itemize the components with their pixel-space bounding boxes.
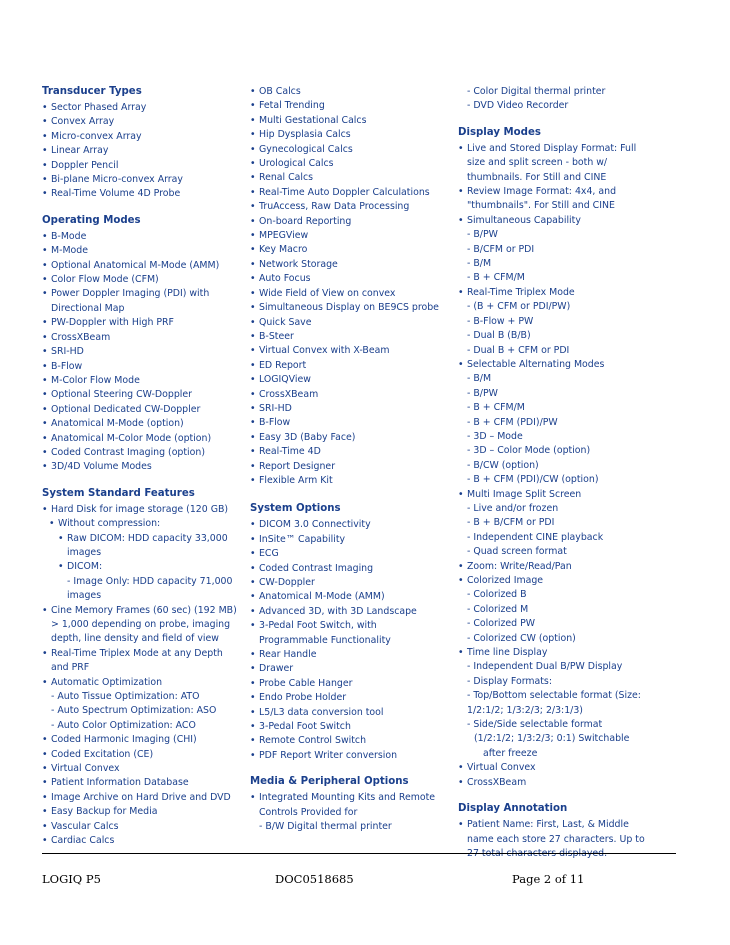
continuation-line: - Side/Side selectable format [467,719,603,731]
bullet-item: • Selectable Alternating Modes [458,358,688,372]
bullet-item: • Advanced 3D, with 3D Landscape [250,605,455,619]
bullet-item: • 3D/4D Volume Modes [42,460,247,474]
bullet-item: • B-Steer [250,330,455,344]
bullet-item: • Anatomical M-Color Mode (option) [42,432,247,446]
continuation-line: - B + CFM/M [467,402,525,414]
section-title: System Standard Features [42,487,195,499]
continuation-line: - B/CFM or PDI [467,243,535,255]
bullet-item: • CrossXBeam [42,331,247,345]
bullet-item: • Automatic Optimization [42,676,247,690]
column-right [458,85,688,861]
bullet-item: • Cine Memory Frames (60 sec) (192 MB) [42,604,247,618]
continuation-line: - B + CFM (PDI)/CW (option) [467,474,599,486]
bullet-item: • Sector Phased Array [42,101,247,115]
bullet-item: • Real-Time Triplex Mode [458,286,688,300]
continuation-line: - DVD Video Recorder [467,100,569,112]
bullet-item: • Simultaneous Display on BE9CS probe [250,301,455,315]
bullet-item: • Without compression: [49,517,247,531]
continuation-line: - Colorized B [467,589,527,601]
bullet-item: • On-board Reporting [250,215,455,229]
bullet-item: • Hip Dysplasia Calcs [250,128,455,142]
section [42,214,247,475]
bullet-item: • Power Doppler Imaging (PDI) with [42,287,247,301]
bullet-item: • Anatomical M-Mode (option) [42,417,247,431]
continuation-line: - B/PW [467,229,498,241]
bullet-item: • Anatomical M-Mode (AMM) [250,590,455,604]
bullet-item: • Coded Harmonic Imaging (CHI) [42,733,247,747]
section [250,502,455,763]
continuation-line: - Independent CINE playback [467,531,604,543]
bullet-item: • Coded Contrast Imaging (option) [42,446,247,460]
continuation-line: images [67,546,102,558]
bullet-item: • Network Storage [250,258,455,272]
continuation-line: - B/PW [467,387,498,399]
continuation-line: - Auto Tissue Optimization: ATO [51,691,200,703]
continuation-line: depth, line density and field of view [51,633,219,645]
bullet-item: • B-Flow [42,360,247,374]
bullet-item: • Linear Array [42,144,247,158]
bullet-item: • Live and Stored Display Format: Full [458,142,688,156]
continuation-line: Programmable Functionality [259,634,391,646]
column-left [42,85,247,849]
bullet-item: • ECG [250,547,455,561]
bullet-item: • B-Flow [250,416,455,430]
bullet-item: • B-Mode [42,230,247,244]
continuation-line: - B-Flow + PW [467,315,534,327]
bullet-item: • Flexible Arm Kit [250,474,455,488]
bullet-item: • Convex Array [42,115,247,129]
continuation-line: and PRF [51,662,90,674]
section-title: Transducer Types [42,86,142,97]
bullet-item: • Optional Anatomical M-Mode (AMM) [42,259,247,273]
bullet-item: • Real-Time 4D [250,445,455,459]
continuation-line: - Colorized CW (option) [467,632,576,644]
bullet-item: • Optional Steering CW-Doppler [42,388,247,402]
bullet-item: • Real-Time Triplex Mode at any Depth [42,647,247,661]
continuation-line: size and split screen - both w/ [467,157,608,169]
bullet-item: • Time line Display [458,646,688,660]
continuation-line: - Image Only: HDD capacity 71,000 [67,575,233,587]
bullet-item: • Micro-convex Array [42,130,247,144]
bullet-item: • DICOM: [58,560,247,574]
footer-document-number: DOC0518685 [275,872,354,886]
section [458,85,688,114]
footer-divider [42,853,676,854]
bullet-item: • Key Macro [250,243,455,257]
bullet-item: • Rear Handle [250,648,455,662]
continuation-line: - Independent Dual B/PW Display [467,661,623,673]
bullet-item: • Multi Gestational Calcs [250,114,455,128]
bullet-item: • Patient Information Database [42,776,247,790]
bullet-item: • L5/L3 data conversion tool [250,706,455,720]
bullet-item: • Zoom: Write/Read/Pan [458,560,688,574]
bullet-item: • Real-Time Volume 4D Probe [42,187,247,201]
bullet-item: • Fetal Trending [250,99,455,113]
section [458,126,688,790]
bullet-item: • Image Archive on Hard Drive and DVD [42,791,247,805]
continuation-line: after freeze [483,747,538,759]
bullet-item: • ED Report [250,359,455,373]
section-title: Media & Peripheral Options [250,776,409,788]
section-title: Operating Modes [42,214,141,226]
continuation-line: - Top/Bottom selectable format (Size: [467,690,641,702]
bullet-item: • OB Calcs [250,85,455,99]
bullet-item: • MPEGView [250,229,455,243]
bullet-item: • Easy 3D (Baby Face) [250,431,455,445]
bullet-item: • Hard Disk for image storage (120 GB) [42,503,247,517]
bullet-item: • Vascular Calcs [42,820,247,834]
bullet-item: • Cardiac Calcs [42,834,247,848]
bullet-item: • Color Flow Mode (CFM) [42,273,247,287]
continuation-line: - B/M [467,373,492,385]
bullet-item: • DICOM 3.0 Connectivity [250,518,455,532]
continuation-line: - Dual B (B/B) [467,330,531,342]
continuation-line: name each store 27 characters. Up to [467,833,645,845]
bullet-item: • M-Color Flow Mode [42,374,247,388]
bullet-item: • Virtual Convex [458,761,688,775]
continuation-line: thumbnails. For Still and CINE [467,171,607,183]
continuation-line: - 3D – Color Mode (option) [467,445,591,457]
bullet-item: • Remote Control Switch [250,734,455,748]
section-title: System Options [250,503,341,515]
continuation-line: - Colorized M [467,603,529,615]
bullet-item: • Quick Save [250,316,455,330]
bullet-item: • Multi Image Split Screen [458,488,688,502]
bullet-item: • Probe Cable Hanger [250,677,455,691]
bullet-item: • InSite™ Capability [250,533,455,547]
section [42,85,247,202]
continuation-line: - B + CFM (PDI)/PW [467,416,558,428]
continuation-line: images [67,590,102,602]
continuation-line: - Live and/or frozen [467,502,559,514]
bullet-item: • Gynecological Calcs [250,143,455,157]
continuation-line: - Color Digital thermal printer [467,86,606,97]
bullet-item: • Urological Calcs [250,157,455,171]
section [42,487,247,849]
continuation-line: - Quad screen format [467,546,567,558]
bullet-item: • TruAccess, Raw Data Processing [250,200,455,214]
bullet-item: • PW-Doppler with High PRF [42,316,247,330]
continuation-line: Controls Provided for [259,806,358,818]
bullet-item: • Integrated Mounting Kits and Remote [250,791,455,805]
bullet-item: • Renal Calcs [250,171,455,185]
continuation-line [458,847,688,861]
bullet-item: • SRI-HD [250,402,455,416]
bullet-item: • CrossXBeam [250,388,455,402]
section-title: Display Annotation [458,803,568,815]
continuation-line: - B/M [467,258,492,270]
bullet-item: • Simultaneous Capability [458,214,688,228]
section [250,85,455,488]
bullet-item: • SRI-HD [42,345,247,359]
continuation-line: - (B + CFM or PDI/PW) [467,301,571,313]
continuation-line: - Dual B + CFM or PDI [467,344,570,356]
bullet-item: • Optional Dedicated CW-Doppler [42,403,247,417]
bullet-item: • Auto Focus [250,272,455,286]
bullet-item: • Real-Time Auto Doppler Calculations [250,186,455,200]
bullet-item: • Colorized Image [458,574,688,588]
bullet-item: • CW-Doppler [250,576,455,590]
continuation-line: - 3D – Mode [467,430,523,442]
bullet-item: • Virtual Convex [42,762,247,776]
bullet-item: • Review Image Format: 4x4, and [458,185,688,199]
bullet-item: • Report Designer [250,460,455,474]
continuation-line: - B/CW (option) [467,459,539,471]
bullet-item: • Doppler Pencil [42,159,247,173]
continuation-line: - Auto Color Optimization: ACO [51,719,196,731]
continuation-line: (1/2:1/2; 1/3:2/3; 0:1) Switchable [474,733,630,745]
section-title: Display Modes [458,126,541,138]
continuation-line: - Auto Spectrum Optimization: ASO [51,705,217,717]
continuation-line: - Display Formats: [467,675,552,687]
continuation-line: > 1,000 depending on probe, imaging [51,619,231,630]
bullet-item: • PDF Report Writer conversion [250,749,455,763]
bullet-item: • Coded Contrast Imaging [250,562,455,576]
bullet-item: • CrossXBeam [458,776,688,790]
continuation-line: "thumbnails". For Still and CINE [467,200,615,212]
continuation-line: - B + B/CFM or PDI [467,517,555,529]
bullet-item: • Raw DICOM: HDD capacity 33,000 [58,532,247,546]
continuation-line: - B/W Digital thermal printer [259,821,392,833]
bullet-item: • Endo Probe Holder [250,691,455,705]
bullet-item: • Drawer [250,662,455,676]
footer-product-name: LOGIQ P5 [42,872,101,886]
bullet-item: • Patient Name: First, Last, & Middle [458,818,688,832]
footer-page-number: Page 2 of 11 [512,872,585,886]
bullet-item: • 3-Pedal Foot Switch [250,720,455,734]
column-middle [250,85,455,835]
section [250,775,455,834]
bullet-item: • Coded Excitation (CE) [42,748,247,762]
bullet-item: • Easy Backup for Media [42,805,247,819]
continuation-line: Directional Map [51,302,125,314]
bullet-item: • Virtual Convex with X-Beam [250,344,455,358]
bullet-item: • Bi-plane Micro-convex Array [42,173,247,187]
bullet-item: • M-Mode [42,244,247,258]
bullet-item: • LOGIQView [250,373,455,387]
bullet-item: • 3-Pedal Foot Switch, with [250,619,455,633]
continuation-line: - Colorized PW [467,618,535,630]
bullet-item: • Wide Field of View on convex [250,287,455,301]
continuation-line: - B + CFM/M [467,272,525,284]
continuation-line: 1/2:1/2; 1/3:2/3; 2/3:1/3) [467,704,583,716]
